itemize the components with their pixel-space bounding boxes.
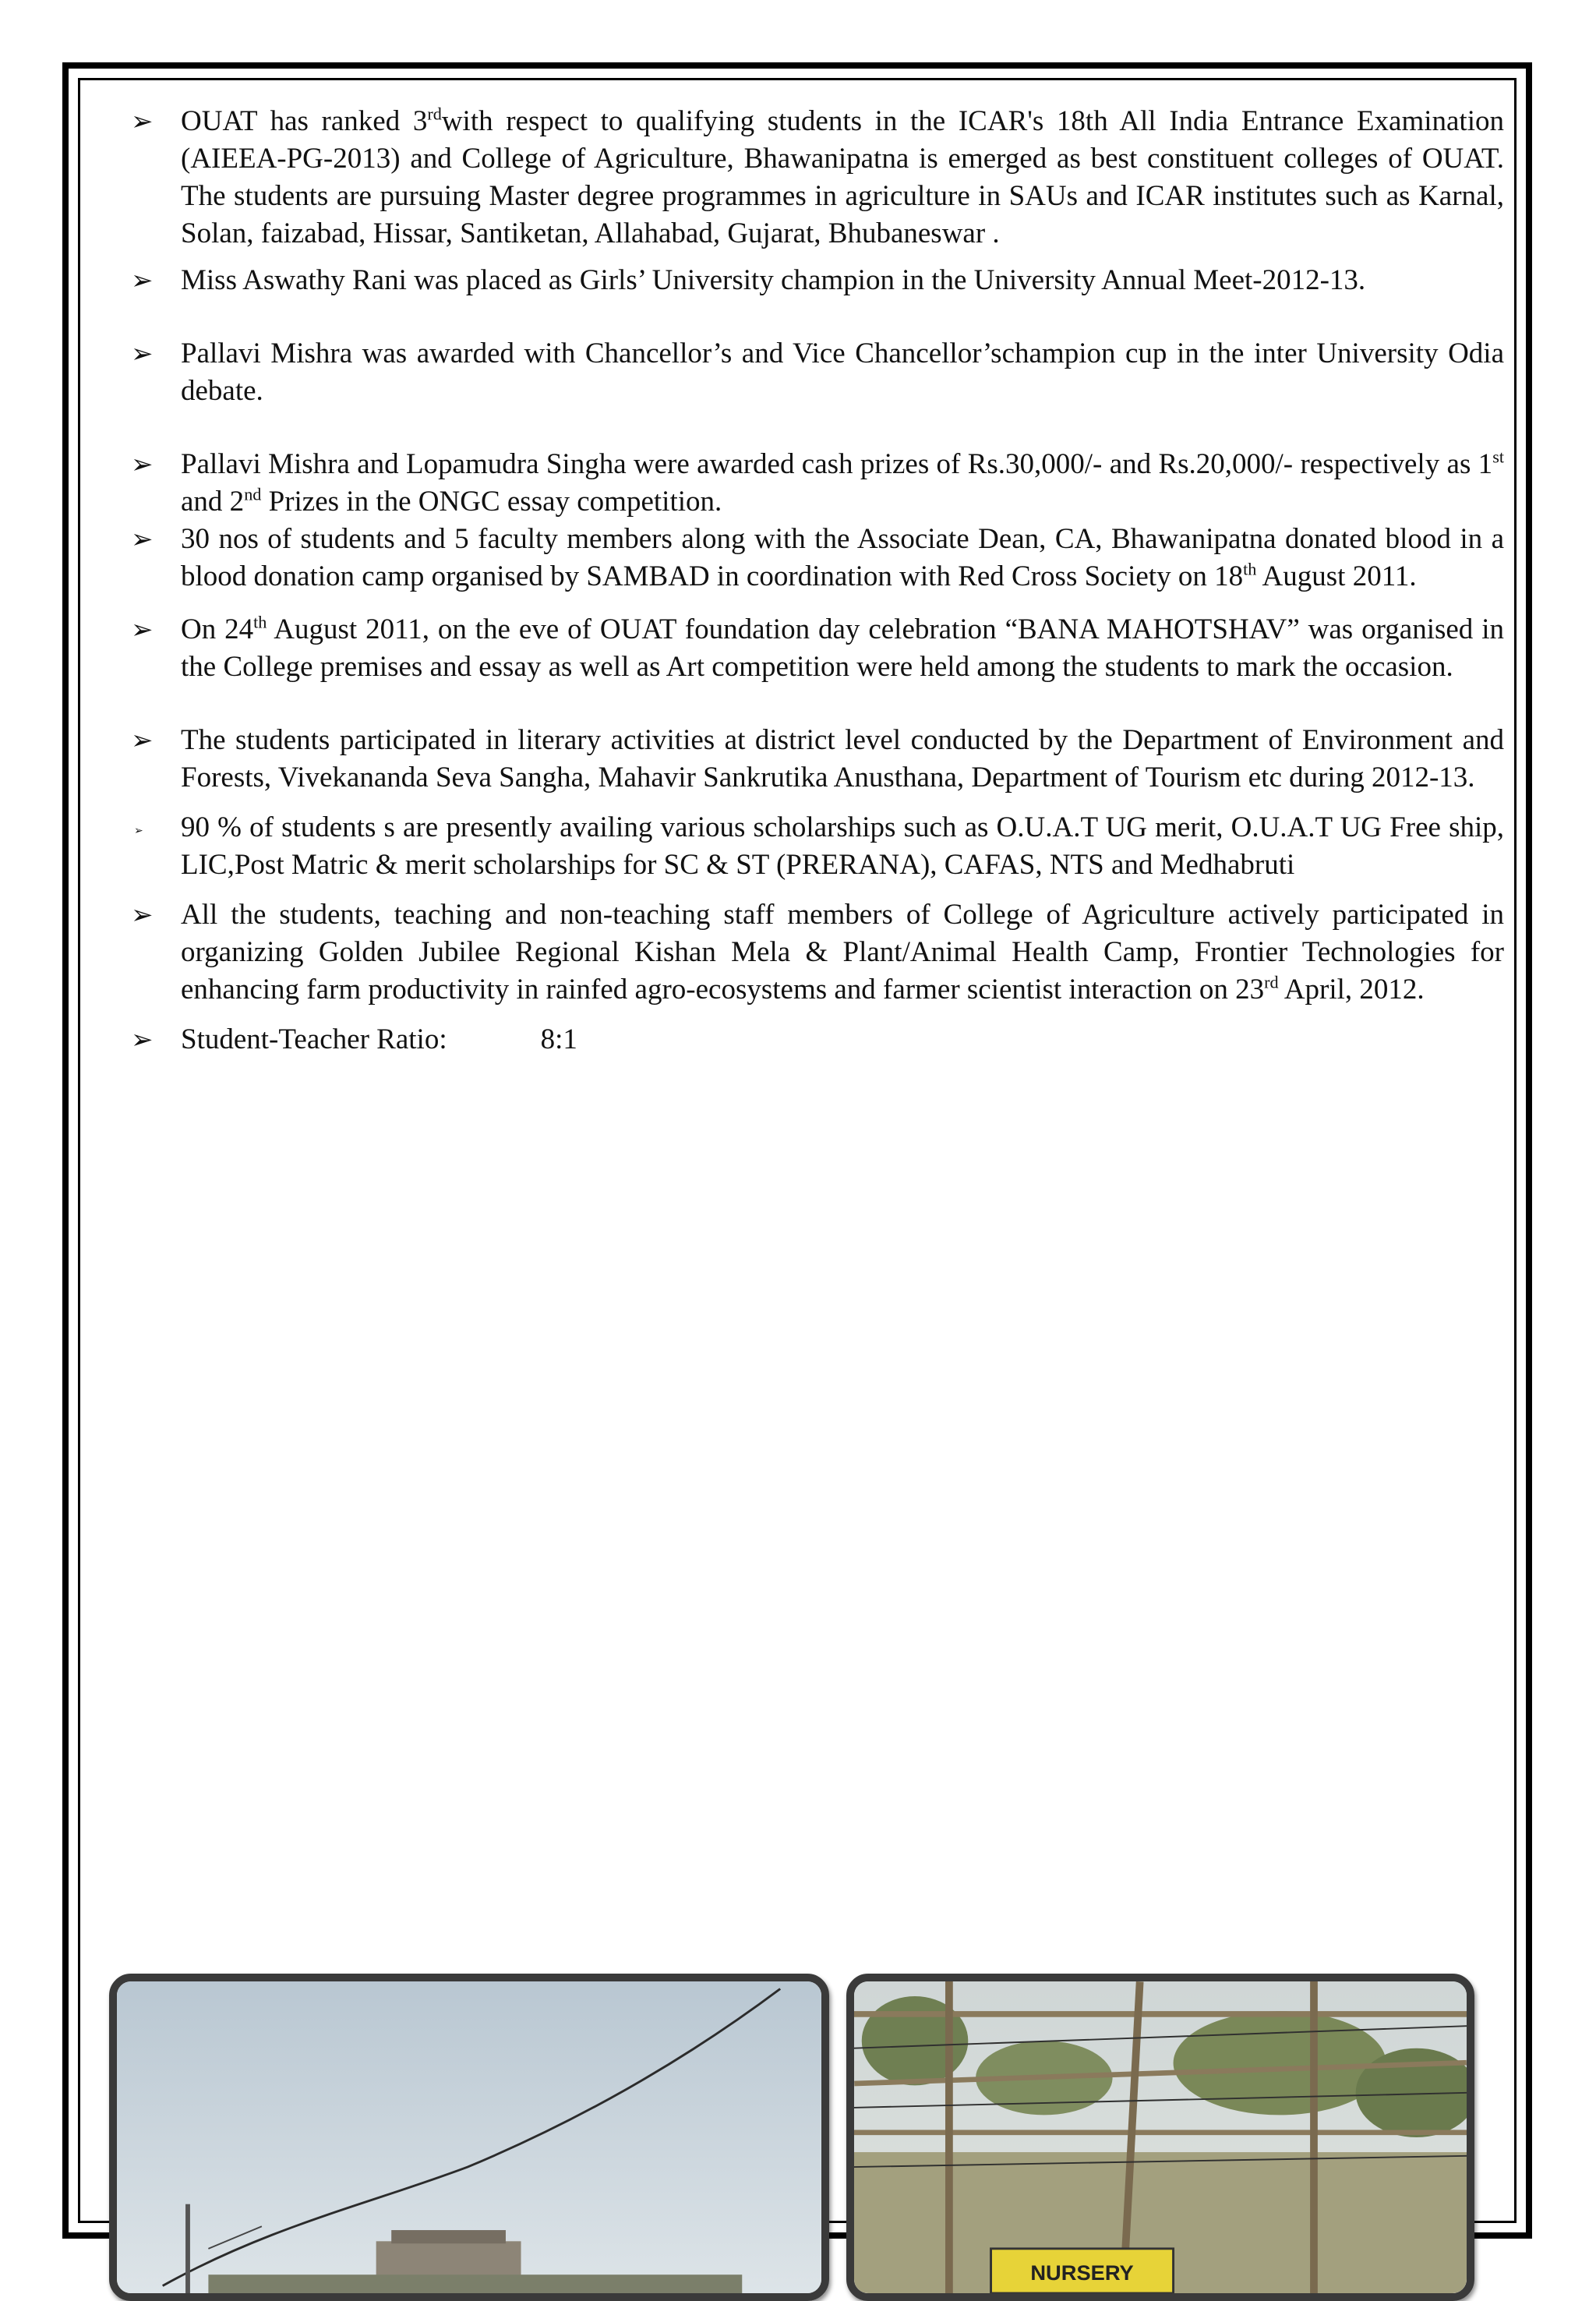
- arrow-bullet-icon: ➢: [131, 1024, 154, 1055]
- photo-college-building: [109, 1974, 829, 2301]
- list-item-text: On 24th August 2011, on the eve of OUAT foundation day celebration “BANA MAHOTSHAV” was organised in the College premises and essay as well as Art competition were held among the students to mark the occasion.: [181, 612, 1504, 683]
- list-item-text: Miss Aswathy Rani was placed as Girls’ University champion in the University Annual Meet-2012-13.: [181, 264, 1366, 296]
- arrow-bullet-icon: ➢: [131, 338, 154, 369]
- arrow-bullet-icon: ➢: [131, 614, 154, 645]
- arrow-bullet-icon: ➢: [131, 265, 154, 296]
- list-item-text: The students participated in literary activities at district level conducted by the Department of Environment and Forests, Vivekananda Seva Sangha, Mahavir Sankrutika Anusthana, Department of Tourism etc during 2012-13.: [181, 724, 1504, 794]
- list-item-literary-activities: [131, 722, 1504, 797]
- list-item-text: 30 nos of students and 5 faculty members along with the Associate Dean, CA, Bhawanipatna donated blood in a blood donation camp organised by SAMBAD in coordination with Red Cross Society on 18th August 2011.: [181, 523, 1504, 592]
- ratio-label: Student-Teacher Ratio:: [181, 1023, 447, 1055]
- list-item-text: All the students, teaching and non-teaching staff members of College of Agriculture actively participated in organizing Golden Jubilee Regional Kishan Mela & Plant/Animal Health Camp, Frontier Technologies for enhancing farm productivity in rainfed agro-ecosystems and farmer scientist interaction on 23rd April, 2012.: [181, 899, 1504, 1006]
- nursery-photo-illustration: [854, 1981, 1467, 2293]
- list-item-blood-donation: [131, 521, 1504, 596]
- arrow-bullet-icon: ➢: [131, 725, 154, 756]
- building-photo-illustration: [117, 1981, 821, 2293]
- arrow-bullet-icon: ➢: [131, 106, 154, 137]
- list-item-ongc-essay: [131, 446, 1504, 521]
- list-item-student-teacher-ratio: [131, 1021, 1504, 1059]
- list-item-text: OUAT has ranked 3rdwith respect to qualifying students in the ICAR's 18th All India Entrance Examination (AIEEA-PG-2013) and College of Agriculture, Bhawanipatna is emerged as best constituent colleges of OUAT. The students are pursuing Master degree programmes in agriculture in SAUs and ICAR institutes such as Karnal, Solan, faizabad, Hissar, Santiketan, Allahabad, Gujarat, Bhubaneswar .: [181, 104, 1504, 249]
- list-item-text: 90 % of students s are presently availing various scholarships such as O.U.A.T UG merit, O.U.A.T UG Free ship, LIC,Post Matric & merit scholarships for SC & ST (PRERANA), CAFAS, NTS and Medhabruti: [181, 811, 1504, 881]
- list-item-scholarships: [131, 809, 1504, 884]
- ratio-value: 8:1: [540, 1023, 577, 1055]
- list-item-bana-mahotshav: [131, 611, 1504, 686]
- list-item-text: Pallavi Mishra and Lopamudra Singha were awarded cash prizes of Rs.30,000/- and Rs.20,000/- respectively as 1st and 2nd Prizes in the ONGC essay competition.: [181, 447, 1504, 518]
- arrow-bullet-icon: ➢: [131, 449, 154, 480]
- list-item-kishan-mela: [131, 896, 1504, 1009]
- arrow-bullet-icon: ➢: [131, 900, 154, 931]
- photo-nursery: [846, 1974, 1474, 2301]
- list-item-odia-debate: [131, 335, 1504, 410]
- small-arrow-bullet-icon: ➢: [134, 825, 143, 837]
- nursery-sign-text: NURSERY: [1030, 2261, 1134, 2285]
- achievements-section: [131, 103, 1504, 1059]
- list-item-university-champion: [131, 262, 1504, 299]
- achievement-list: [131, 103, 1504, 1059]
- list-item-aieea-rank: [131, 103, 1504, 253]
- list-item-text: Pallavi Mishra was awarded with Chancellor’s and Vice Chancellor’schampion cup in the inter University Odia debate.: [181, 338, 1504, 407]
- arrow-bullet-icon: ➢: [131, 524, 154, 555]
